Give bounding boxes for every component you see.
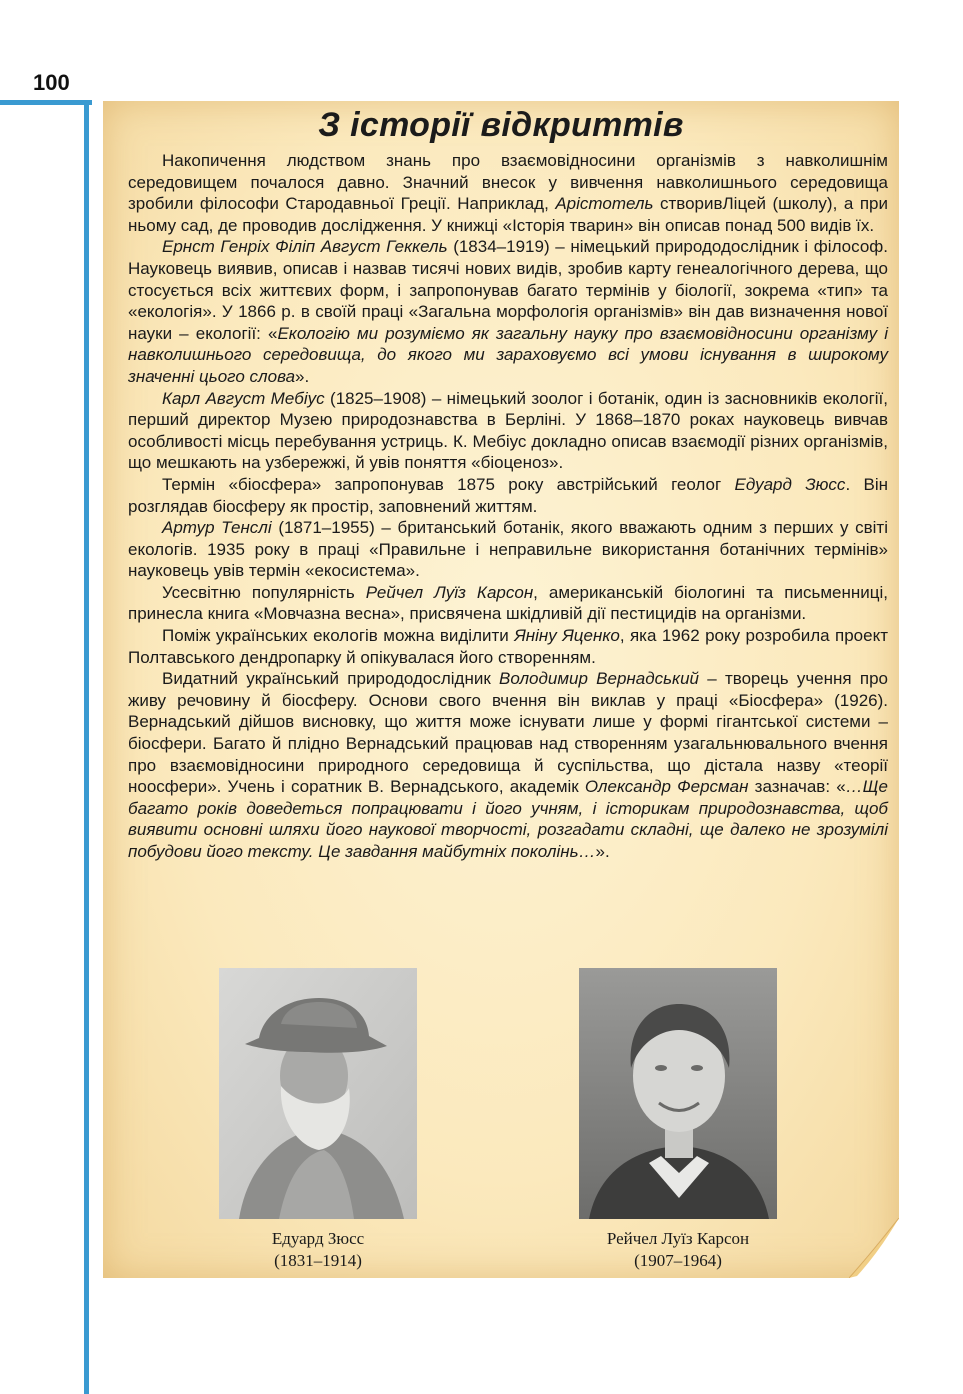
italic-run: Карл Август Мебіус: [162, 388, 325, 408]
italic-run: Арістотель: [555, 194, 654, 214]
text-run: Поміж українських екологів можна виділити: [162, 626, 515, 646]
paragraph: [128, 236, 888, 387]
portrait-rachel-carson: [579, 968, 777, 1219]
paragraph: [128, 388, 888, 474]
margin-bar-horizontal: [0, 100, 92, 105]
text-run: зазначав: «: [748, 777, 846, 797]
italic-run: …Ще багато років доведеться попрацювати і його учням, і історикам природознавства, щоб виявити основні шляхи його наукової творчості, розгадати складні, ще далеко не зрозумілі побудови його тексту. Це завдання майбутніх поколінь…: [128, 777, 888, 861]
section-title: З історії відкриттів: [318, 106, 684, 144]
italic-run: Яніну Яценко: [514, 626, 620, 646]
caption-eduard-suess: [200, 1228, 436, 1272]
text-run: створивЛіцей (школу), а при ньому сад, де проводив дослідження. У книжці «Історія тварин» він описав понад 500 видів їх.: [128, 194, 888, 235]
paragraph: [128, 668, 888, 862]
portrait-eduard-suess: [219, 968, 417, 1219]
caption-years: (1831–1914): [274, 1251, 362, 1270]
text-run: Термін «біосфера» запропонував 1875 року австрійський геолог: [162, 474, 735, 494]
italic-run: Ернст Генріх Філіп Август Геккель: [162, 237, 448, 257]
page-number: 100: [33, 70, 70, 95]
article-text: [128, 150, 888, 863]
text-run: (1825–1908) – німецький зоолог і ботанік, один із засновників екології, перший директор Музею природознавства в Берліні. У 1868–1870 роках науковець вивчав особливості місць перебування устриць. К. Мебіус докладно описав взаємодії різних організмів, що мешкають на узбережжі, й увів поняття «біоценоз».: [128, 388, 888, 473]
paragraph: [128, 582, 888, 625]
italic-run: Володимир Вернадський: [499, 669, 699, 689]
page-curl-icon: [849, 1218, 899, 1278]
italic-run: Олександр Ферсман: [584, 777, 749, 797]
paragraph: [128, 474, 888, 517]
text-run: – творець учення про живу речовину й біосферу. Основи свого вчення він виклав у праці «Біосфера» (1926). Вернадський дійшов висновку, що життя може існувати лише у формі гігантської системи – біосфери. Багато й плідно Вернадський працював над створенням узагальнювального вчення про взаємовідносини природного середовища й суспільства, що дістала назву «теорії ноосфери». Учень і соратник В. Вернадського, академік: [128, 669, 888, 797]
text-run: ».: [595, 842, 610, 861]
text-run: ».: [295, 366, 310, 386]
italic-run: Екологію ми розуміємо як загальну науку про взаємовідносини організму і навколишнього середовища, до якого ми зараховуємо всі умови існування в широкому значенні цього слова: [128, 323, 888, 386]
text-run: Усесвітню популярність: [162, 582, 366, 602]
paragraph: [128, 625, 888, 668]
text-run: Видатний український природодослідник: [162, 669, 500, 689]
margin-bar-vertical: [84, 100, 89, 1394]
paragraph: [128, 517, 888, 582]
caption-rachel-carson: [560, 1228, 796, 1272]
caption-years: (1907–1964): [634, 1251, 722, 1270]
text-run: Накопичення людством знань про взаємовідносини організмів з навколишнім середовищем почалося давно. Значний внесок у вивчення навколишнього середовища зробили філософи Стародавньої Греції. Наприклад,: [128, 151, 888, 214]
italic-run: Едуард Зюсс: [734, 474, 846, 494]
paragraph: [128, 150, 888, 236]
caption-name: Рейчел Луїз Карсон: [606, 1229, 750, 1248]
text-run: (1834–1919) – німецький природодослідник і філософ. Науковець виявив, описав і назвав тисячі нових видів, зробив карту генеалогічного дерева, що стосується всіх життєвих форм, і запропонував багато термінів у біології, зокрема «тип» та «екологія». У 1866 р. в своїй праці «Загальна морфологія організмів» він дав визначення нової науки – екології: «: [128, 237, 888, 343]
italic-run: Рейчел Луїз Карсон: [365, 582, 534, 602]
text-run: (1871–1955) – британський ботанік, якого вважають одним з перших у світі екологів. 1935 року в праці «Правильне і неправильне використання ботанічних термінів» науковець увів термін «екосистема».: [128, 518, 888, 581]
text-run: , американській біологині та письменниці, принесла книга «Мовчазна весна», присвячена шкідливій дії пестицидів на організми.: [128, 582, 888, 624]
italic-run: Артур Тенслі: [162, 518, 272, 538]
text-run: , яка 1962 року розробила проект Полтавського дендропарку й опікувалася його створенням.: [128, 626, 888, 667]
caption-name: Едуард Зюсс: [271, 1229, 365, 1248]
text-run: . Він розглядав біосферу як простір, заповнений життям.: [128, 474, 888, 516]
